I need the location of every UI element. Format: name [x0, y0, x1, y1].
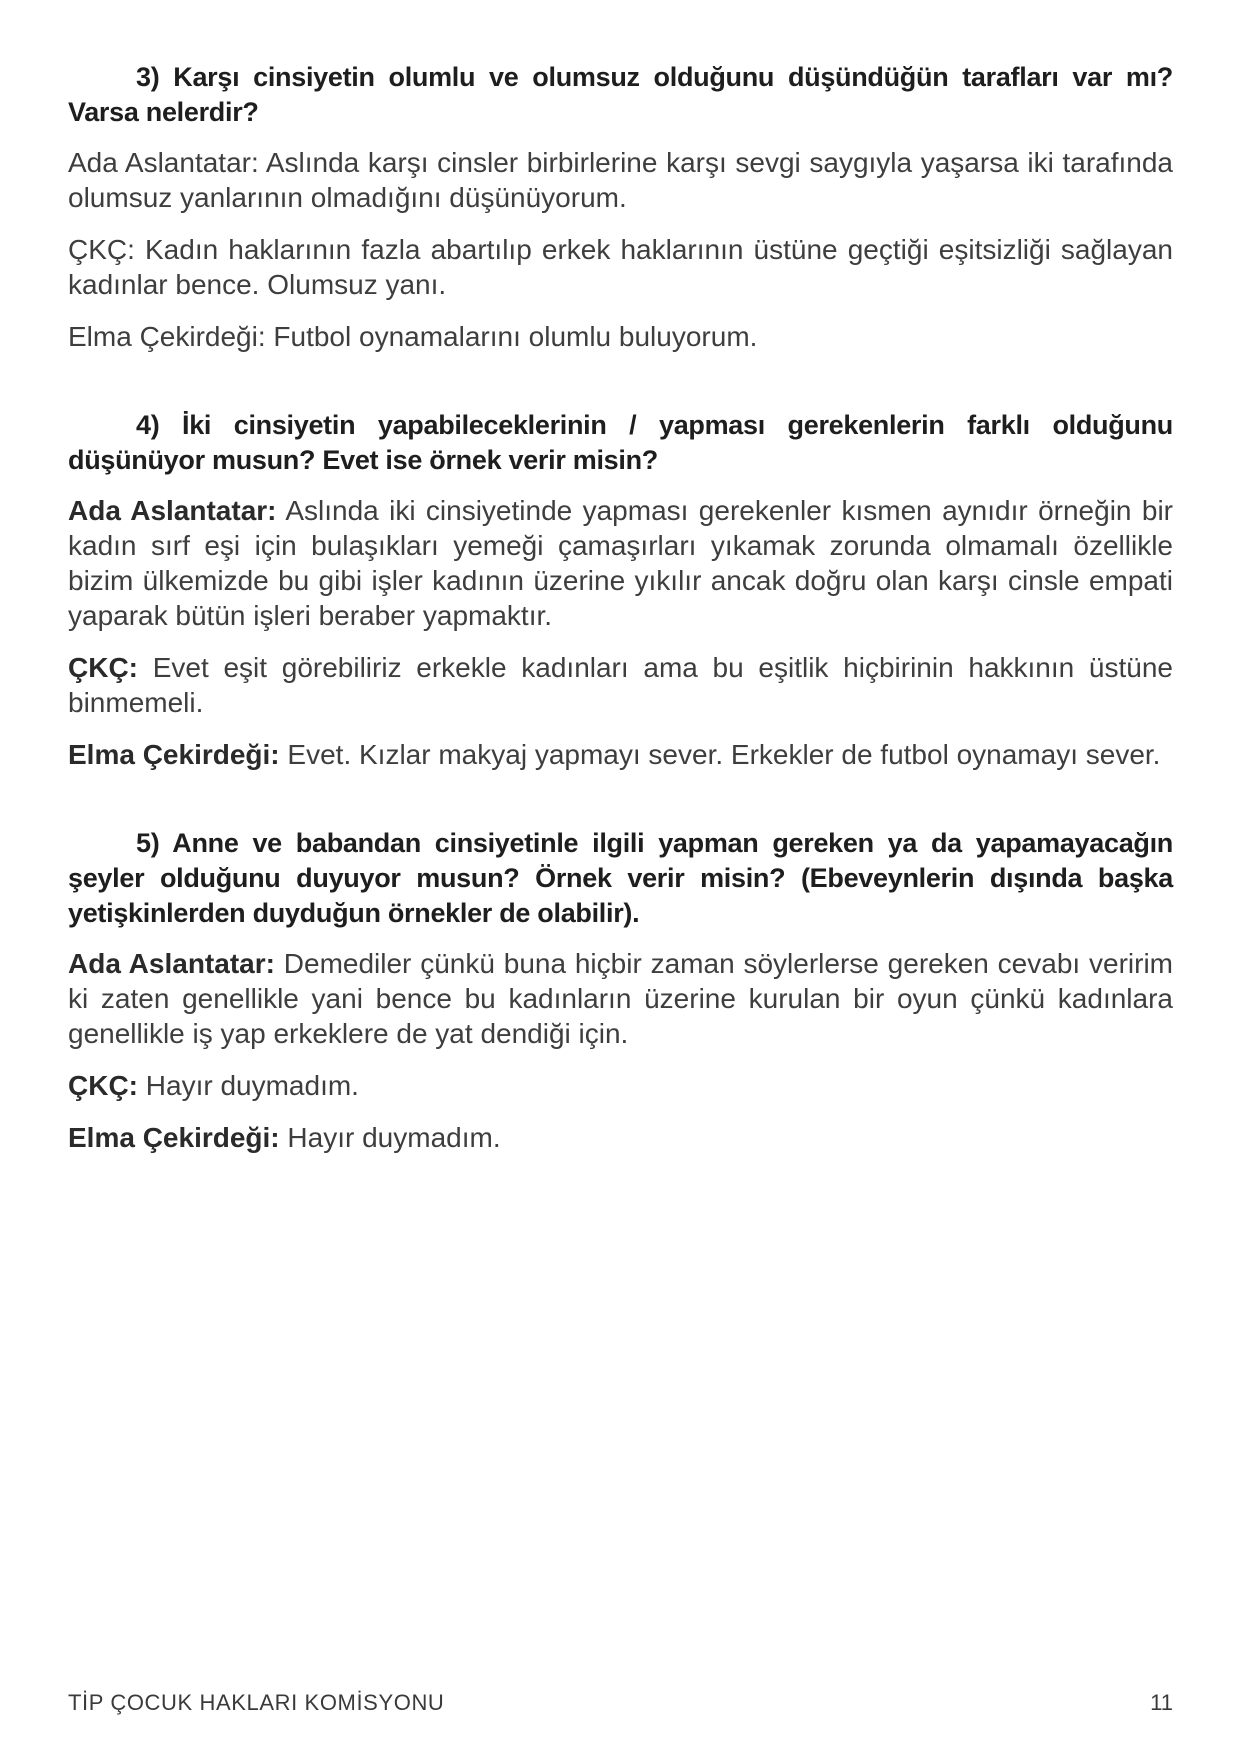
qa-section	[68, 60, 1173, 354]
page-number: 11	[1150, 1690, 1173, 1715]
footer-title: TİP ÇOCUK HAKLARI KOMİSYONU	[68, 1690, 445, 1715]
answer-paragraph: ÇKÇ: Hayır duymadım.	[68, 1070, 359, 1101]
answer-paragraph: Ada Aslantatar: Aslında iki cinsiyetinde yapması gerekenler kısmen aynıdır örneğin bir kadın sırf eşi için bulaşıkları yemeği çamaşırları yıkamak zorunda olmamalı özellikle bizim ülkemizde bu gibi işler kadının üzerine yıkılır ancak doğru olan karşı cinsle empati yaparak bütün işleri beraber yapmaktır.	[68, 495, 1173, 631]
answer-paragraph: Ada Aslantatar: Demediler çünkü buna hiçbir zaman söylerlerse gereken cevabı veririm ki zaten genellikle yani bence bu kadınların üzerine kurulan bir oyun çünkü kadınlara genellikle iş yap erkeklere de yat dendiği için.	[68, 948, 1173, 1049]
answer-paragraph: Elma Çekirdeği: Evet. Kızlar makyaj yapmayı sever. Erkekler de futbol oynamayı sever.	[68, 739, 1161, 770]
speaker-name: Ada Aslantatar:	[68, 948, 275, 979]
answer-paragraph: Ada Aslantatar: Aslında karşı cinsler birbirlerine karşı sevgi saygıyla yaşarsa iki tarafında olumsuz yanlarının olmadığını düşünüyorum.	[68, 147, 1173, 213]
qa-section	[68, 408, 1173, 772]
qa-section	[68, 826, 1173, 1155]
answer-paragraph: ÇKÇ: Evet eşit görebiliriz erkekle kadınları ama bu eşitlik hiçbirinin hakkının üstüne binmemeli.	[68, 652, 1173, 718]
speaker-name: Elma Çekirdeği:	[68, 739, 280, 770]
page-footer	[68, 1690, 1173, 1716]
question-heading: 3) Karşı cinsiyetin olumlu ve olumsuz olduğunu düşündüğün tarafları var mı? Varsa nelerdir?	[68, 62, 1173, 127]
document-content	[68, 60, 1173, 1155]
answer-paragraph: ÇKÇ: Kadın haklarının fazla abartılıp erkek haklarının üstüne geçtiği eşitsizliği sağlayan kadınlar bence. Olumsuz yanı.	[68, 234, 1173, 300]
question-heading: 5) Anne ve babandan cinsiyetinle ilgili yapman gereken ya da yapamayacağın şeyler olduğunu duyuyor musun? Örnek verir misin? (Ebeveynlerin dışında başka yetişkinlerden duyduğun örnekler de olabilir).	[68, 828, 1173, 928]
question-heading: 4) İki cinsiyetin yapabileceklerinin / yapması gerekenlerin farklı olduğunu düşünüyor musun? Evet ise örnek verir misin?	[68, 410, 1173, 475]
speaker-name: ÇKÇ:	[68, 1070, 138, 1101]
answer-paragraph: Elma Çekirdeği: Futbol oynamalarını olumlu buluyorum.	[68, 321, 758, 352]
speaker-name: ÇKÇ:	[68, 652, 138, 683]
speaker-name: Ada Aslantatar:	[68, 495, 277, 526]
answer-paragraph: Elma Çekirdeği: Hayır duymadım.	[68, 1122, 501, 1153]
speaker-name: Elma Çekirdeği:	[68, 1122, 280, 1153]
